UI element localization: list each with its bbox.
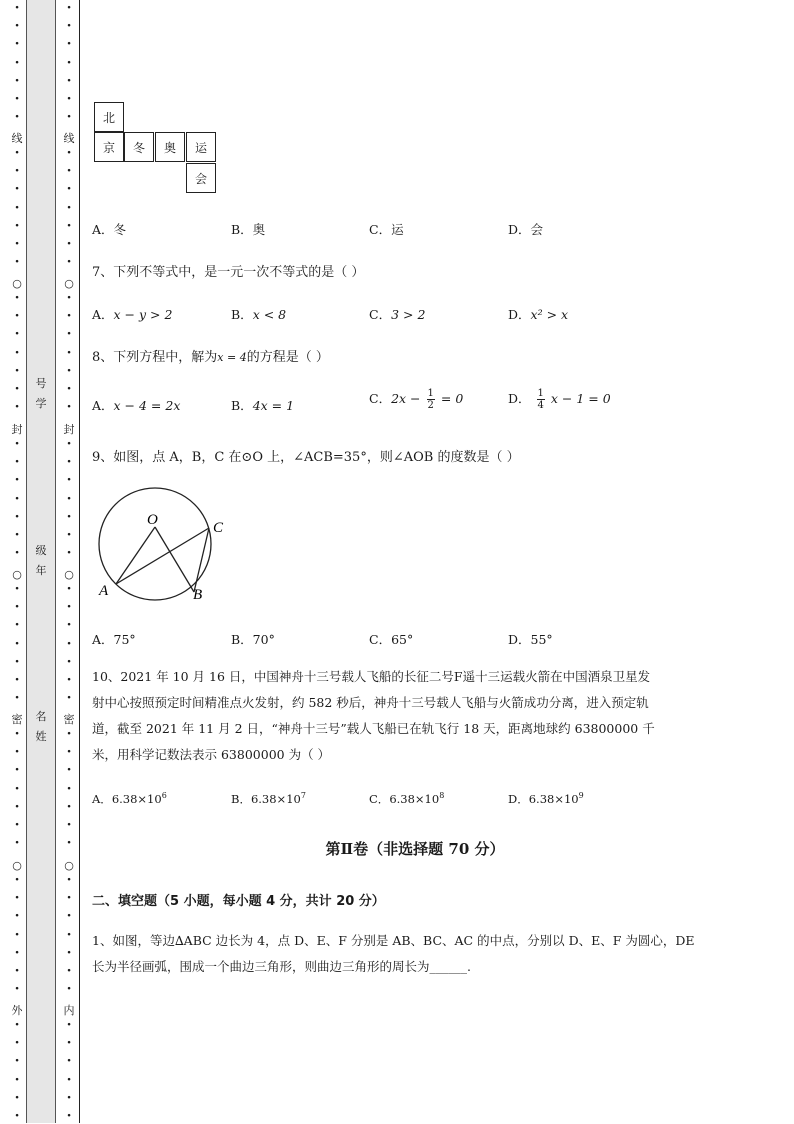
inner-dot bbox=[62, 964, 76, 979]
inner-dot bbox=[62, 800, 76, 815]
outer-marker-0: 线 bbox=[11, 132, 23, 145]
q10-options bbox=[92, 791, 692, 809]
inner-dot bbox=[62, 110, 76, 125]
segment-oa bbox=[116, 527, 155, 584]
outer-dot bbox=[10, 600, 24, 615]
outer-dot bbox=[10, 219, 24, 234]
inner-dot bbox=[62, 818, 76, 833]
outer-dot bbox=[10, 745, 24, 760]
fill-in-heading: 二、填空题（5 小题，每小题 4 分，共计 20 分） bbox=[92, 894, 385, 909]
outer-dot bbox=[10, 164, 24, 179]
inner-dot bbox=[62, 56, 76, 71]
outer-dot bbox=[10, 309, 24, 324]
inner-dot bbox=[62, 92, 76, 107]
outer-dot bbox=[10, 255, 24, 270]
q8-option-c[interactable]: C．2x − $\frac{1}{2}$ = 0 bbox=[369, 388, 464, 411]
fill-q1-line-1: 1、如图，等边∆ABC 边长为 4，点 D、E、F 分别是 AB、BC、AC 的中点，分别以 D、E、F 为圆心，DE bbox=[92, 933, 695, 948]
outer-dot bbox=[10, 528, 24, 543]
outer-dot bbox=[10, 291, 24, 306]
q7-stem: 7、下列不等式中，是一元一次不等式的是（ ） bbox=[92, 265, 365, 280]
inner-dot bbox=[62, 582, 76, 597]
inner-dot bbox=[62, 873, 76, 888]
inner-dot bbox=[62, 546, 76, 561]
outer-dot bbox=[10, 346, 24, 361]
outer-dot bbox=[10, 618, 24, 633]
q10-line-2: 射中心按照预定时间精准点火发射，约 582 秒后，神舟十三号载人飞船与火箭成功分离，进入预定轨 bbox=[92, 695, 649, 710]
inner-marker-1 bbox=[62, 277, 76, 291]
q7-options bbox=[92, 305, 692, 323]
outer-dot bbox=[10, 691, 24, 706]
inner-marker-0: 线 bbox=[63, 132, 75, 145]
net-cell-bei: 北 bbox=[94, 102, 124, 132]
net-cell-yun: 运 bbox=[186, 132, 216, 162]
inner-dot bbox=[62, 382, 76, 397]
inner-dot bbox=[62, 1036, 76, 1051]
inner-dot bbox=[62, 437, 76, 452]
outer-dot bbox=[10, 74, 24, 89]
inner-marker-2: 封 bbox=[63, 423, 75, 436]
outer-dot bbox=[10, 437, 24, 452]
outer-dot bbox=[10, 382, 24, 397]
q7-option-b[interactable]: B．x < 8 bbox=[231, 307, 287, 322]
inner-dot bbox=[62, 655, 76, 670]
outer-dot bbox=[10, 655, 24, 670]
inner-marker-3 bbox=[62, 568, 76, 582]
q7-option-c[interactable]: C．3 > 2 bbox=[369, 307, 426, 322]
inner-dot bbox=[62, 1018, 76, 1033]
fill-q1-stem bbox=[92, 928, 742, 980]
q9-option-c[interactable]: C．65° bbox=[369, 632, 414, 647]
q10-option-d[interactable]: D．$6.38\times 10^9$ bbox=[508, 791, 584, 806]
outer-dot bbox=[10, 964, 24, 979]
outer-dot bbox=[10, 673, 24, 688]
inner-dot bbox=[62, 891, 76, 906]
outer-dot bbox=[10, 982, 24, 997]
outer-dot bbox=[10, 182, 24, 197]
q10-line-3: 道，截至 2021 年 11 月 2 日，“神舟十三号”载人飞船已在轨飞行 18 天，距离地球约 63800000 千 bbox=[92, 721, 655, 736]
section-title: 第Ⅱ卷（非选择题 70 分） bbox=[325, 840, 505, 858]
outer-marker-2: 封 bbox=[11, 423, 23, 436]
q8-stem: 8、下列方程中，解为x = 4的方程是（ ） bbox=[92, 350, 329, 365]
outer-dot bbox=[10, 37, 24, 52]
net-cell-dong: 冬 bbox=[124, 132, 154, 162]
inner-dot bbox=[62, 946, 76, 961]
inner-dot bbox=[62, 637, 76, 652]
outer-marker-1 bbox=[10, 277, 24, 291]
q8-option-a[interactable]: A．x − 4 = 2x bbox=[92, 398, 181, 413]
outer-marker-4: 密 bbox=[11, 713, 23, 726]
outer-marker-6: 外 bbox=[11, 1004, 23, 1017]
net-cell-ao: 奥 bbox=[155, 132, 185, 162]
band-label-xing: 姓 bbox=[35, 730, 47, 743]
inner-dot bbox=[62, 291, 76, 306]
inner-dot bbox=[62, 219, 76, 234]
outer-dot bbox=[10, 473, 24, 488]
segment-ac bbox=[116, 528, 209, 584]
segment-bc bbox=[194, 528, 209, 592]
outer-dot bbox=[10, 56, 24, 71]
outer-dot bbox=[10, 110, 24, 125]
inner-dot bbox=[62, 1091, 76, 1106]
band-label-ming: 名 bbox=[35, 710, 47, 723]
q9-stem: 9、如图，点 A，B，C 在⊙O 上，∠ACB=35°，则∠AOB 的度数是（ ） bbox=[92, 450, 520, 465]
outer-dot bbox=[10, 455, 24, 470]
outer-dot bbox=[10, 237, 24, 252]
band-label-hao: 号 bbox=[35, 377, 47, 390]
inner-dot bbox=[62, 201, 76, 216]
inner-dot bbox=[62, 309, 76, 324]
band-label-nian: 年 bbox=[35, 564, 47, 577]
inner-marker-5 bbox=[62, 859, 76, 873]
inner-dot bbox=[62, 528, 76, 543]
inner-dot bbox=[62, 510, 76, 525]
inner-dot bbox=[62, 928, 76, 943]
q8-option-d[interactable]: D． $\frac{1}{4}$ x − 1 = 0 bbox=[508, 388, 611, 411]
inner-dot bbox=[62, 19, 76, 34]
q8-options bbox=[92, 388, 692, 422]
inner-dot bbox=[62, 492, 76, 507]
inner-dot bbox=[62, 364, 76, 379]
outer-dot bbox=[10, 92, 24, 107]
outer-dot bbox=[10, 546, 24, 561]
q9-options bbox=[92, 630, 692, 648]
outer-dot bbox=[10, 946, 24, 961]
net-cell-jing: 京 bbox=[94, 132, 124, 162]
label-a: A bbox=[99, 583, 109, 599]
inner-dot bbox=[62, 1109, 76, 1124]
inner-dot bbox=[62, 74, 76, 89]
inner-dot bbox=[62, 782, 76, 797]
q6-option-d[interactable]: D．会 bbox=[508, 222, 544, 237]
outer-dot bbox=[10, 510, 24, 525]
label-c: C bbox=[213, 520, 224, 536]
inner-dot bbox=[62, 237, 76, 252]
outer-marker-3 bbox=[10, 568, 24, 582]
outer-dot bbox=[10, 400, 24, 415]
inner-dot bbox=[62, 146, 76, 161]
inner-dot bbox=[62, 164, 76, 179]
label-b: B bbox=[193, 587, 203, 603]
fill-q1-line-2: 长为半径画弧，围成一个曲边三角形，则曲边三角形的周长为______. bbox=[92, 959, 471, 974]
outer-dot bbox=[10, 582, 24, 597]
inner-dot bbox=[62, 1, 76, 16]
net-cell-hui: 会 bbox=[186, 163, 216, 193]
inner-dot bbox=[62, 691, 76, 706]
inner-dot bbox=[62, 982, 76, 997]
outer-marker-5 bbox=[10, 859, 24, 873]
outer-dot bbox=[10, 637, 24, 652]
outer-dot bbox=[10, 201, 24, 216]
outer-dot bbox=[10, 327, 24, 342]
outer-dot bbox=[10, 1, 24, 16]
q10-option-a[interactable]: A．$6.38\times 10^6$ bbox=[92, 791, 167, 806]
inner-dot bbox=[62, 455, 76, 470]
inner-dot bbox=[62, 1073, 76, 1088]
inner-marker-4: 密 bbox=[63, 713, 75, 726]
inner-dot bbox=[62, 37, 76, 52]
q10-option-b[interactable]: B．$6.38\times 10^7$ bbox=[231, 791, 306, 806]
segment-ob bbox=[155, 527, 194, 592]
q8-option-b[interactable]: B．4x = 1 bbox=[231, 398, 295, 413]
outer-dot bbox=[10, 1073, 24, 1088]
fraction-one-half: $\frac{1}{2}$ bbox=[427, 388, 434, 411]
inner-dot bbox=[62, 673, 76, 688]
inner-dot bbox=[62, 763, 76, 778]
band-label-xue: 学 bbox=[35, 397, 47, 410]
q6-option-b[interactable]: B．奥 bbox=[231, 222, 266, 237]
q6-option-a[interactable]: A．冬 bbox=[92, 222, 127, 237]
q10-line-1: 10、2021 年 10 月 16 日，中国神舟十三号载人飞船的长征二号F遥十三运载火箭在中国酒泉卫星发 bbox=[92, 669, 651, 684]
q10-option-c[interactable]: C．$6.38\times 10^8$ bbox=[369, 791, 445, 806]
outer-dot bbox=[10, 1091, 24, 1106]
q6-options bbox=[92, 220, 692, 238]
inner-dot bbox=[62, 1054, 76, 1069]
outer-dot bbox=[10, 1018, 24, 1033]
inner-marker-6: 内 bbox=[63, 1004, 75, 1017]
outer-dot bbox=[10, 818, 24, 833]
inner-dot bbox=[62, 400, 76, 415]
inner-dot bbox=[62, 909, 76, 924]
q7-option-a[interactable]: A．x − y > 2 bbox=[92, 307, 173, 322]
q9-option-d[interactable]: D．55° bbox=[508, 632, 553, 647]
inner-dot bbox=[62, 346, 76, 361]
outer-dot bbox=[10, 928, 24, 943]
q6-option-c[interactable]: C．运 bbox=[369, 222, 404, 237]
inner-dot bbox=[62, 727, 76, 742]
inner-dot bbox=[62, 600, 76, 615]
outer-dot bbox=[10, 727, 24, 742]
outer-dot bbox=[10, 891, 24, 906]
outer-dot bbox=[10, 492, 24, 507]
outer-dot bbox=[10, 19, 24, 34]
fraction-one-quarter: $\frac{1}{4}$ bbox=[537, 388, 544, 411]
outer-dot bbox=[10, 364, 24, 379]
inner-dot bbox=[62, 745, 76, 760]
student-info-band bbox=[26, 0, 56, 1123]
outer-dot bbox=[10, 873, 24, 888]
q9-option-b[interactable]: B．70° bbox=[231, 632, 275, 647]
outer-dot bbox=[10, 1109, 24, 1124]
inner-dot bbox=[62, 618, 76, 633]
q10-line-4: 米，用科学记数法表示 63800000 为（ ） bbox=[92, 747, 331, 762]
q7-option-d[interactable]: D．x² > x bbox=[508, 307, 569, 322]
q9-option-a[interactable]: A．75° bbox=[92, 632, 136, 647]
outer-dot bbox=[10, 146, 24, 161]
inner-dot bbox=[62, 327, 76, 342]
inner-dot bbox=[62, 473, 76, 488]
band-label-ji: 级 bbox=[35, 544, 47, 557]
outer-dot bbox=[10, 763, 24, 778]
binding-line bbox=[79, 0, 80, 1123]
outer-dot bbox=[10, 1054, 24, 1069]
inner-dot bbox=[62, 255, 76, 270]
q10-stem bbox=[92, 664, 742, 768]
outer-dot bbox=[10, 909, 24, 924]
inner-dot bbox=[62, 182, 76, 197]
outer-dot bbox=[10, 800, 24, 815]
circle-figure bbox=[92, 486, 242, 606]
label-o: O bbox=[147, 512, 158, 528]
outer-dot bbox=[10, 1036, 24, 1051]
outer-dot bbox=[10, 782, 24, 797]
